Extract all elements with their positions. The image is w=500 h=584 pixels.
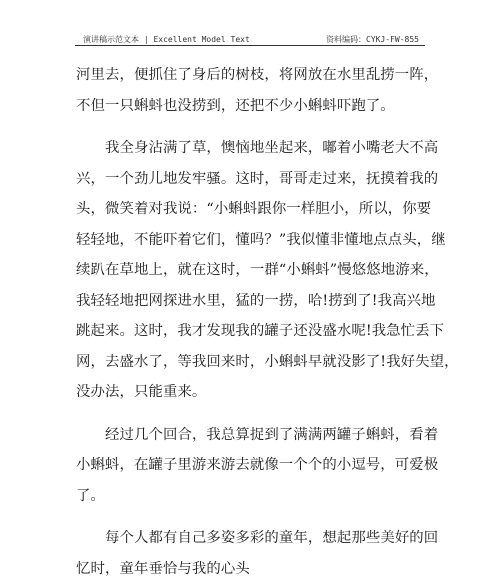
text-line: 每个人都有自己多姿多彩的童年，想起那些美好的回 xyxy=(76,523,428,554)
paragraph-gap xyxy=(76,121,428,133)
text-line: 没办法，只能重来。 xyxy=(76,377,428,408)
text-line: 小蝌蚪，在罐子里游来游去就像一个个的小逗号，可爱极 xyxy=(76,450,428,481)
text-line: 了。 xyxy=(76,481,428,512)
text-line: 我全身沾满了草，懊恼地坐起来，嘟着小嘴老大不高 xyxy=(76,133,428,164)
paragraph xyxy=(76,523,428,584)
paragraph xyxy=(76,420,428,512)
text-line: 轻轻地，不能吓着它们，懂吗？”我似懂非懂地点点头，继 xyxy=(76,225,428,256)
document-body xyxy=(76,60,428,584)
text-line: 河里去，便抓住了身后的树枝，将网放在水里乱捞一阵， xyxy=(76,60,428,91)
page-header xyxy=(75,32,425,46)
paragraph xyxy=(76,60,428,121)
paragraph-gap xyxy=(76,408,428,420)
text-line: 经过几个回合，我总算捉到了满满两罐子蝌蚪，看着 xyxy=(76,420,428,451)
header-divider xyxy=(75,45,425,46)
text-line: 续趴在草地上，就在这时，一群“小蝌蚪”慢悠悠地游来， xyxy=(76,255,428,286)
header-doc-code: 资料编码：CYKJ-FW-855 xyxy=(326,34,419,45)
paragraph xyxy=(76,133,428,408)
text-line: 我轻轻地把网探进水里，猛的一捞，哈!捞到了!我高兴地 xyxy=(76,286,428,317)
text-line: 跳起来。这时，我才发现我的罐子还没盛水呢!我急忙丢下 xyxy=(76,316,428,347)
text-line: 网，去盛水了，等我回来时，小蝌蚪早就没影了!我好失望， xyxy=(76,347,428,378)
text-line: 忆时，童年垂恰与我的心头 xyxy=(76,554,428,584)
header-title: 演讲稿示范文本 | Excellent Model Text xyxy=(83,34,250,45)
text-line: 头，微笑着对我说：“小蝌蚪跟你一样胆小，所以，你要 xyxy=(76,194,428,225)
text-line: 兴，一个劲儿地发牢骚。这时，哥哥走过来，抚摸着我的 xyxy=(76,164,428,195)
text-line: 不但一只蝌蚪也没捞到，还把不少小蝌蚪吓跑了。 xyxy=(76,91,428,122)
paragraph-gap xyxy=(76,511,428,523)
